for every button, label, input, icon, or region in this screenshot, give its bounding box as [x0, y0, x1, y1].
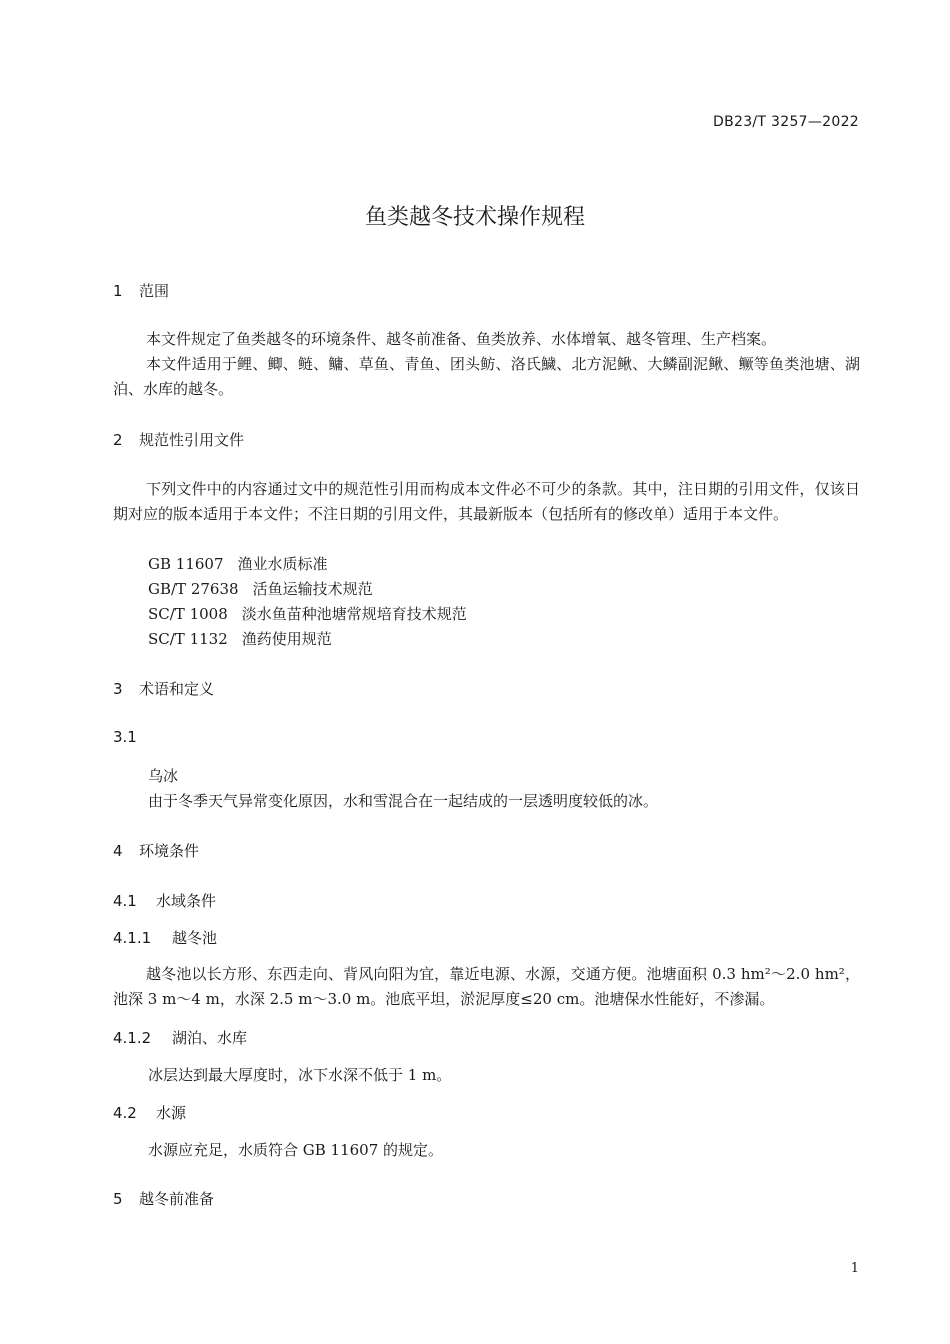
reference-name: 渔药使用规范 [241, 630, 332, 648]
section-title: 环境条件 [139, 842, 200, 860]
subsection-4-1-1-body [113, 962, 860, 1012]
term-name: 乌冰 [148, 767, 179, 785]
subsection-4-1-1-heading [113, 927, 217, 948]
paragraph: 本文件适用于鲤、鲫、鲢、鳙、草鱼、青鱼、团头鲂、洛氏鱥、北方泥鳅、大鳞副泥鳅、鳜等鱼类池塘、湖泊、水库的越冬。 [113, 355, 860, 398]
reference-item [148, 553, 328, 574]
term-definition: 由于冬季天气异常变化原因，水和雪混合在一起结成的一层透明度较低的冰。 [148, 792, 659, 810]
subsection-title: 越冬池 [172, 929, 218, 947]
section-number: 2 [113, 431, 123, 449]
section-title: 越冬前准备 [139, 1190, 215, 1208]
subsection-number: 4.2 [113, 1104, 137, 1122]
section-1-heading [113, 280, 169, 301]
subsection-number: 4.1.1 [113, 929, 152, 947]
reference-name: 淡水鱼苗种池塘常规培育技术规范 [241, 605, 467, 623]
section-2-body [113, 477, 860, 527]
section-2-heading [113, 429, 244, 450]
subsection-title: 湖泊、水库 [172, 1029, 248, 1047]
page-number: 1 [850, 1261, 859, 1276]
paragraph: 下列文件中的内容通过文中的规范性引用而构成本文件必不可少的条款。其中，注日期的引用文件，仅该日期对应的版本适用于本文件；不注日期的引用文件，其最新版本（包括所有的修改单）适用于本文件。 [113, 480, 860, 523]
term-number: 3.1 [113, 728, 137, 746]
subsection-title: 水源 [156, 1104, 187, 1122]
section-5-heading [113, 1188, 214, 1209]
subsection-4-2-heading [113, 1102, 186, 1123]
subsection-4-1-2-heading [113, 1027, 247, 1048]
reference-code: SC/T 1008 [148, 605, 228, 623]
paragraph: 越冬池以长方形、东西走向、背风向阳为宜，靠近电源、水源，交通方便。池塘面积 0.3 hm²～2.0 hm²，池深 3 m～4 m，水深 2.5 m～3.0 m。池底平坦，淤泥厚度≤20 cm。池塘保水性能好，不渗漏。 [113, 965, 860, 1008]
document-title: 鱼类越冬技术操作规程 [364, 205, 585, 230]
subsection-4-1-heading [113, 890, 216, 911]
reference-name: 渔业水质标准 [237, 555, 328, 573]
section-number: 3 [113, 680, 123, 698]
standard-code: DB23/T 3257—2022 [713, 114, 859, 130]
reference-code: GB 11607 [148, 555, 224, 573]
section-title: 规范性引用文件 [139, 431, 245, 449]
reference-name: 活鱼运输技术规范 [252, 580, 373, 598]
section-number: 4 [113, 842, 123, 860]
subsection-number: 4.1.2 [113, 1029, 152, 1047]
paragraph: 本文件规定了鱼类越冬的环境条件、越冬前准备、鱼类放养、水体增氧、越冬管理、生产档案。 [146, 330, 777, 348]
reference-item [148, 603, 467, 624]
paragraph: 冰层达到最大厚度时，冰下水深不低于 1 m。 [148, 1066, 452, 1084]
reference-item [148, 628, 332, 649]
section-number: 5 [113, 1190, 123, 1208]
reference-code: SC/T 1132 [148, 630, 228, 648]
paragraph: 水源应充足，水质符合 GB 11607 的规定。 [148, 1141, 444, 1159]
section-number: 1 [113, 282, 123, 300]
section-title: 范围 [139, 282, 170, 300]
reference-item [148, 578, 373, 599]
subsection-number: 4.1 [113, 892, 137, 910]
section-4-heading [113, 840, 199, 861]
subsection-title: 水域条件 [156, 892, 217, 910]
reference-code: GB/T 27638 [148, 580, 239, 598]
section-title: 术语和定义 [139, 680, 215, 698]
section-1-body [113, 327, 860, 402]
section-3-heading [113, 678, 214, 699]
